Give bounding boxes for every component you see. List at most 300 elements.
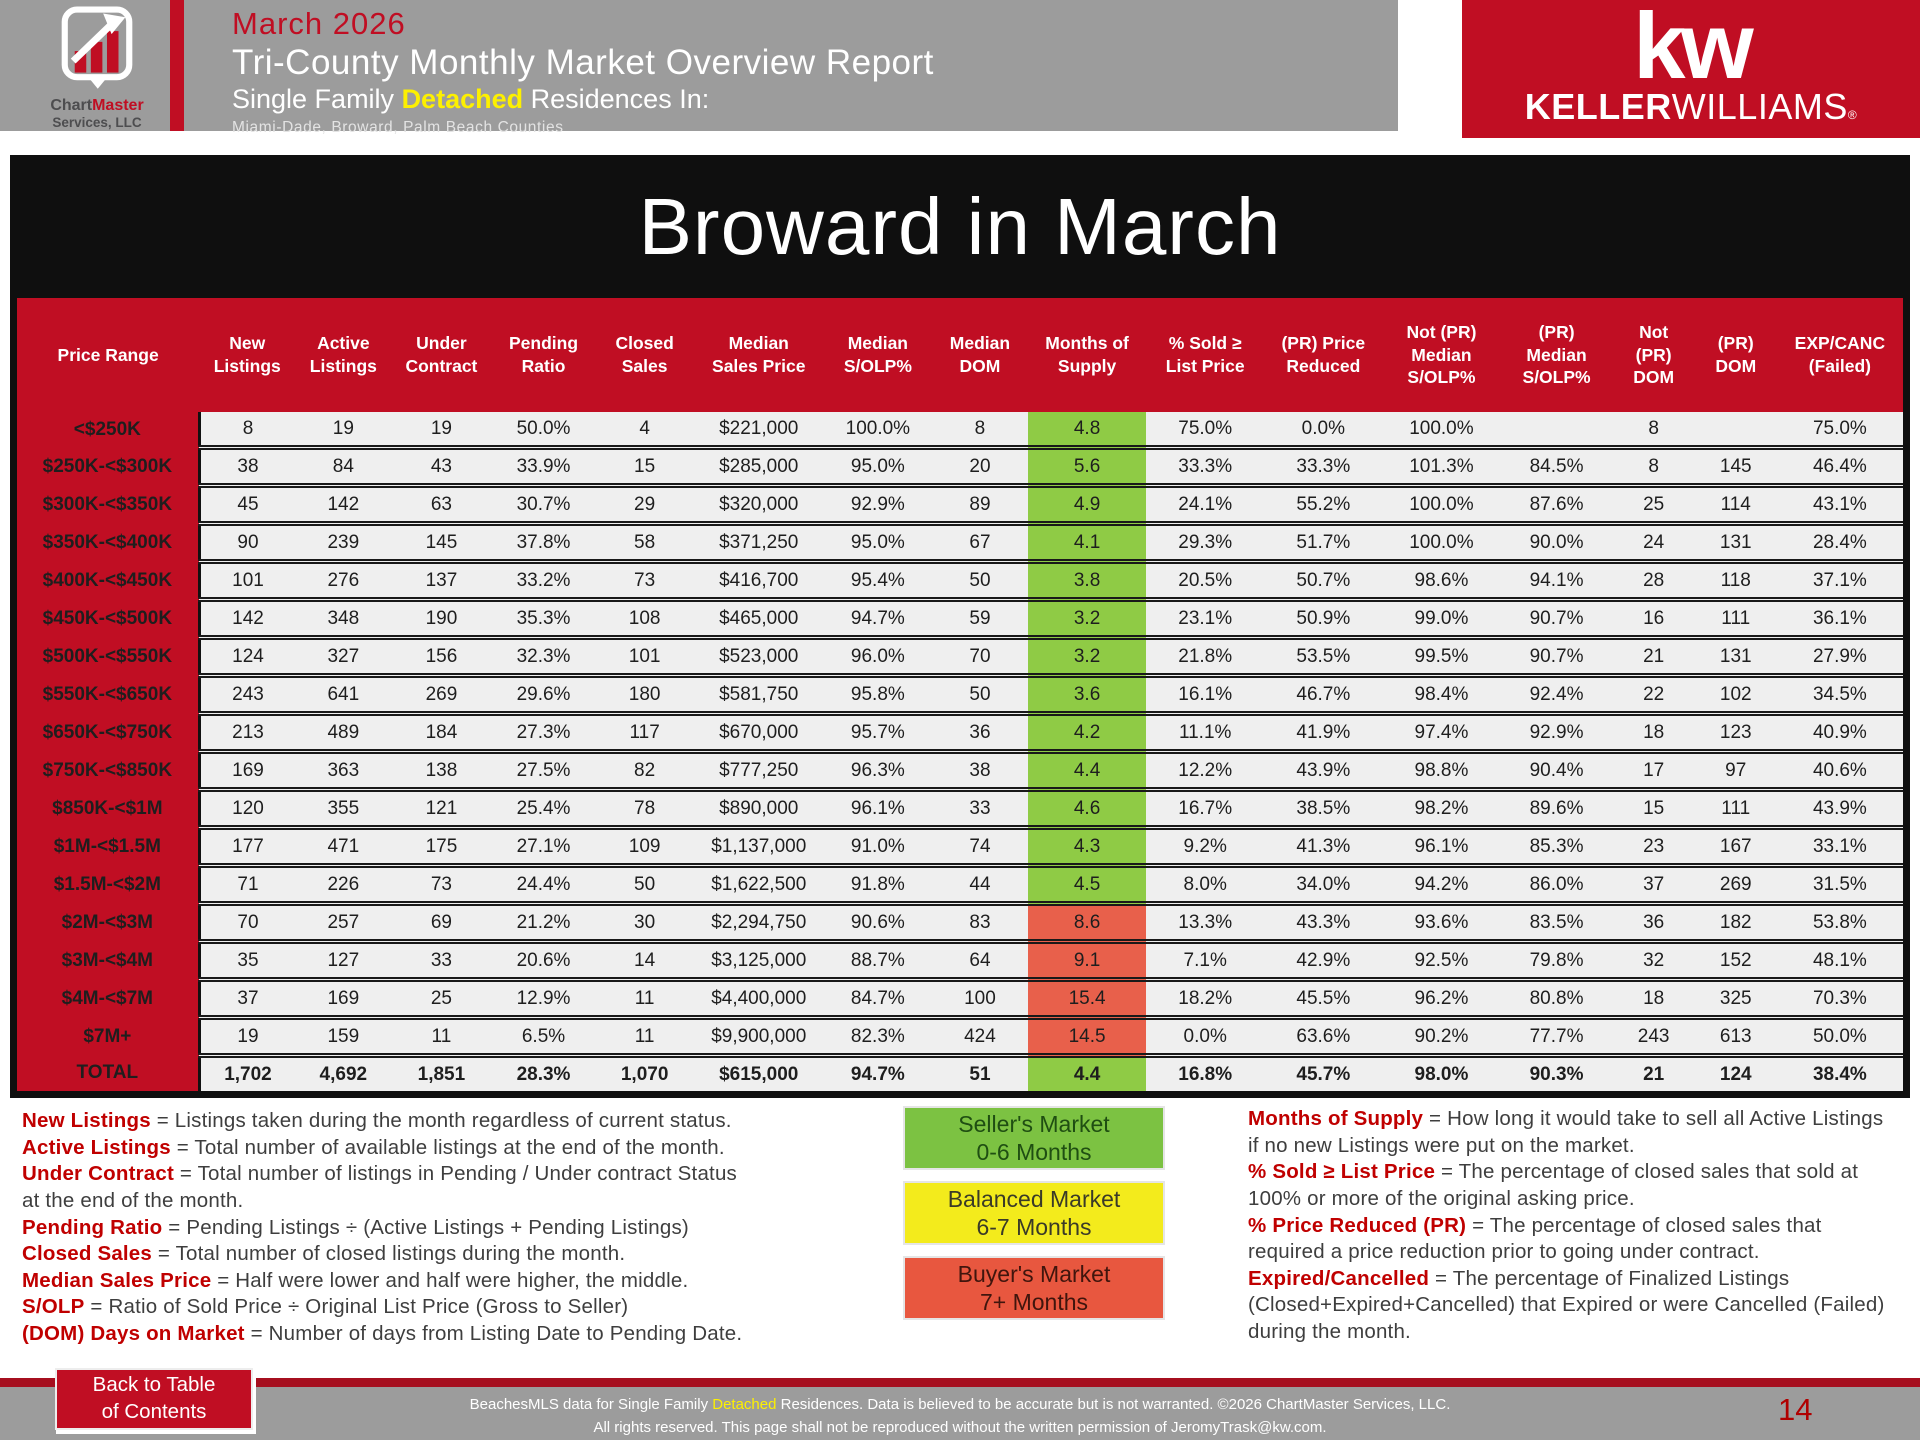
header-cell: (PR) Median S/OLP% bbox=[1501, 298, 1613, 412]
data-cell: 127 bbox=[295, 942, 391, 980]
kw-williams: WILLIAMS bbox=[1671, 86, 1848, 127]
data-cell: 41.3% bbox=[1264, 828, 1382, 866]
months-of-supply-cell: 4.1 bbox=[1028, 524, 1146, 562]
data-cell: 23.1% bbox=[1146, 600, 1264, 638]
data-cell: $615,000 bbox=[694, 1056, 824, 1092]
data-cell: 142 bbox=[295, 486, 391, 524]
data-cell: 182 bbox=[1695, 904, 1777, 942]
data-cell: 167 bbox=[1695, 828, 1777, 866]
table-row-total bbox=[17, 1056, 1903, 1092]
data-cell: 98.0% bbox=[1382, 1056, 1500, 1092]
data-cell: 95.7% bbox=[824, 714, 932, 752]
data-cell: 18 bbox=[1613, 714, 1695, 752]
counties-label: Miami-Dade, Broward, Palm Beach Counties bbox=[232, 119, 564, 136]
data-cell: 36 bbox=[1613, 904, 1695, 942]
months-of-supply-cell: 4.8 bbox=[1028, 412, 1146, 448]
definition-item bbox=[22, 1161, 746, 1214]
data-cell: 95.8% bbox=[824, 676, 932, 714]
header-cell: EXP/CANC (Failed) bbox=[1777, 298, 1903, 412]
definition-text: = Half were lower and half were higher, the middle. bbox=[211, 1268, 689, 1292]
table-row bbox=[17, 828, 1903, 866]
data-cell: 4 bbox=[596, 412, 694, 448]
data-cell: 98.2% bbox=[1382, 790, 1500, 828]
data-cell: $9,900,000 bbox=[694, 1018, 824, 1056]
data-cell: 101.3% bbox=[1382, 448, 1500, 486]
data-cell: 40.6% bbox=[1777, 752, 1903, 790]
price-range-cell: $2M-<$3M bbox=[17, 904, 199, 942]
definition-text: = The percentage of Finalized Listings (Closed+Expired+Cancelled) that Expired or were Cancelled (Failed) during the month. bbox=[1248, 1266, 1885, 1344]
data-cell: 90.6% bbox=[824, 904, 932, 942]
data-cell: 33.1% bbox=[1777, 828, 1903, 866]
data-cell: 118 bbox=[1695, 562, 1777, 600]
data-cell: 0.0% bbox=[1146, 1018, 1264, 1056]
table-row bbox=[17, 714, 1903, 752]
data-cell: 50 bbox=[932, 676, 1028, 714]
data-cell: 63 bbox=[391, 486, 491, 524]
data-cell: 53.5% bbox=[1264, 638, 1382, 676]
price-range-cell: $400K-<$450K bbox=[17, 562, 199, 600]
data-cell: 67 bbox=[932, 524, 1028, 562]
months-of-supply-cell: 3.6 bbox=[1028, 676, 1146, 714]
data-cell: 175 bbox=[391, 828, 491, 866]
months-of-supply-cell: 4.4 bbox=[1028, 752, 1146, 790]
data-cell: 38.4% bbox=[1777, 1056, 1903, 1092]
table-row bbox=[17, 866, 1903, 904]
market-box-range: 6-7 Months bbox=[976, 1214, 1092, 1240]
data-cell: 159 bbox=[295, 1018, 391, 1056]
data-cell: 120 bbox=[199, 790, 295, 828]
data-cell: 36 bbox=[932, 714, 1028, 752]
data-cell: 43.9% bbox=[1777, 790, 1903, 828]
table-row bbox=[17, 448, 1903, 486]
data-cell: 36.1% bbox=[1777, 600, 1903, 638]
kw-monogram: kw bbox=[1633, 0, 1749, 98]
data-cell: 124 bbox=[1695, 1056, 1777, 1092]
table-row bbox=[17, 412, 1903, 448]
data-cell: 15 bbox=[596, 448, 694, 486]
data-cell: 75.0% bbox=[1777, 412, 1903, 448]
data-cell: 24.4% bbox=[491, 866, 595, 904]
footer-line2: All rights reserved. This page shall not be reproduced without the written permission of JeromyTrask@kw.com. bbox=[593, 1418, 1327, 1436]
data-cell: 70 bbox=[932, 638, 1028, 676]
data-cell: $416,700 bbox=[694, 562, 824, 600]
data-cell: 243 bbox=[199, 676, 295, 714]
data-cell: 43.9% bbox=[1264, 752, 1382, 790]
data-cell: 94.7% bbox=[824, 1056, 932, 1092]
data-cell: 33.3% bbox=[1264, 448, 1382, 486]
data-cell: 25.4% bbox=[491, 790, 595, 828]
data-cell: 33.9% bbox=[491, 448, 595, 486]
data-cell: 123 bbox=[1695, 714, 1777, 752]
data-cell: 6.5% bbox=[491, 1018, 595, 1056]
data-cell: 79.8% bbox=[1501, 942, 1613, 980]
data-cell: 37.8% bbox=[491, 524, 595, 562]
data-cell: 94.7% bbox=[824, 600, 932, 638]
definition-item bbox=[1248, 1159, 1896, 1212]
months-of-supply-cell: 4.9 bbox=[1028, 486, 1146, 524]
data-cell: 91.0% bbox=[824, 828, 932, 866]
table-row bbox=[17, 790, 1903, 828]
data-cell: 142 bbox=[199, 600, 295, 638]
price-range-cell: $300K-<$350K bbox=[17, 486, 199, 524]
months-of-supply-cell: 3.8 bbox=[1028, 562, 1146, 600]
header-cell: New Listings bbox=[199, 298, 295, 412]
data-cell: 33.2% bbox=[491, 562, 595, 600]
months-of-supply-cell: 8.6 bbox=[1028, 904, 1146, 942]
months-of-supply-cell: 4.5 bbox=[1028, 866, 1146, 904]
residence-prefix: Single Family bbox=[232, 84, 402, 114]
data-cell: 15 bbox=[1613, 790, 1695, 828]
data-cell: 184 bbox=[391, 714, 491, 752]
data-cell: 30.7% bbox=[491, 486, 595, 524]
residence-suffix: Residences In: bbox=[523, 84, 710, 114]
data-cell: 19 bbox=[391, 412, 491, 448]
definition-term: S/OLP bbox=[22, 1295, 85, 1319]
data-cell: 51 bbox=[932, 1056, 1028, 1092]
data-cell: 18.2% bbox=[1146, 980, 1264, 1018]
data-cell: 21.8% bbox=[1146, 638, 1264, 676]
header-row bbox=[17, 298, 1903, 412]
data-cell: 31.5% bbox=[1777, 866, 1903, 904]
data-cell: 257 bbox=[295, 904, 391, 942]
data-cell: 348 bbox=[295, 600, 391, 638]
data-cell: 92.5% bbox=[1382, 942, 1500, 980]
definition-term: Active Listings bbox=[22, 1135, 171, 1159]
data-cell: 97 bbox=[1695, 752, 1777, 790]
back-to-toc-button[interactable] bbox=[55, 1368, 253, 1430]
header-titles bbox=[232, 6, 934, 137]
chartmaster-brand-subtitle: Services, LLC bbox=[52, 114, 142, 130]
definition-item bbox=[22, 1215, 746, 1242]
months-of-supply-cell: 15.4 bbox=[1028, 980, 1146, 1018]
data-cell: 239 bbox=[295, 524, 391, 562]
price-range-cell: $750K-<$850K bbox=[17, 752, 199, 790]
definition-text: = Ratio of Sold Price ÷ Original List Price (Gross to Seller) bbox=[84, 1295, 629, 1319]
definition-item bbox=[22, 1294, 746, 1321]
data-cell: 84.5% bbox=[1501, 448, 1613, 486]
data-cell: 38.5% bbox=[1264, 790, 1382, 828]
data-cell: 25 bbox=[1613, 486, 1695, 524]
data-cell: 145 bbox=[1695, 448, 1777, 486]
data-cell: 43.3% bbox=[1264, 904, 1382, 942]
data-cell: $1,622,500 bbox=[694, 866, 824, 904]
price-range-cell: $350K-<$400K bbox=[17, 524, 199, 562]
price-range-cell: $3M-<$4M bbox=[17, 942, 199, 980]
data-cell: 92.9% bbox=[1501, 714, 1613, 752]
data-cell: 138 bbox=[391, 752, 491, 790]
data-cell: $2,294,750 bbox=[694, 904, 824, 942]
page-number: 14 bbox=[1778, 1392, 1813, 1427]
legend-section bbox=[0, 1104, 1920, 1378]
chartmaster-brand-name bbox=[34, 97, 160, 115]
data-cell: $3,125,000 bbox=[694, 942, 824, 980]
table-row bbox=[17, 562, 1903, 600]
header-cell: Months of Supply bbox=[1028, 298, 1146, 412]
data-cell: 50.0% bbox=[1777, 1018, 1903, 1056]
chartmaster-logo bbox=[34, 5, 160, 131]
data-cell: 471 bbox=[295, 828, 391, 866]
data-cell: $670,000 bbox=[694, 714, 824, 752]
data-cell: 355 bbox=[295, 790, 391, 828]
data-cell: 63.6% bbox=[1264, 1018, 1382, 1056]
price-range-cell: TOTAL bbox=[17, 1056, 199, 1092]
market-box-label: Balanced Market bbox=[947, 1185, 1121, 1212]
market-box-label: Seller's Market bbox=[958, 1110, 1110, 1137]
footer-detached-highlight: Detached bbox=[712, 1396, 777, 1413]
data-cell bbox=[1501, 412, 1613, 448]
data-cell: 86.0% bbox=[1501, 866, 1613, 904]
definition-item bbox=[22, 1108, 746, 1135]
definition-item bbox=[22, 1268, 746, 1295]
definition-term: Median Sales Price bbox=[22, 1268, 212, 1292]
data-cell: 29 bbox=[596, 486, 694, 524]
data-cell: 100.0% bbox=[1382, 524, 1500, 562]
data-cell: 27.1% bbox=[491, 828, 595, 866]
price-range-cell: $4M-<$7M bbox=[17, 980, 199, 1018]
months-of-supply-cell: 4.4 bbox=[1028, 1056, 1146, 1092]
data-cell: 1,702 bbox=[199, 1056, 295, 1092]
data-cell: 327 bbox=[295, 638, 391, 676]
definition-term: % Price Reduced (PR) bbox=[1248, 1213, 1467, 1237]
report-month: March 2026 bbox=[232, 6, 406, 41]
data-cell: 17 bbox=[1613, 752, 1695, 790]
kw-logo-block bbox=[1462, 0, 1920, 138]
data-cell: 8.0% bbox=[1146, 866, 1264, 904]
definition-term: Pending Ratio bbox=[22, 1215, 163, 1239]
data-cell: 8 bbox=[199, 412, 295, 448]
table-row bbox=[17, 1018, 1903, 1056]
data-cell: 20 bbox=[932, 448, 1028, 486]
data-cell: 70 bbox=[199, 904, 295, 942]
data-cell: 13.3% bbox=[1146, 904, 1264, 942]
data-cell: 77.7% bbox=[1501, 1018, 1613, 1056]
data-cell: 4,692 bbox=[295, 1056, 391, 1092]
data-cell: 363 bbox=[295, 752, 391, 790]
data-cell: $285,000 bbox=[694, 448, 824, 486]
data-cell: 90.7% bbox=[1501, 600, 1613, 638]
header-cell: Median Sales Price bbox=[694, 298, 824, 412]
footer-band bbox=[0, 1387, 1920, 1440]
data-cell: 16.8% bbox=[1146, 1056, 1264, 1092]
data-cell: 55.2% bbox=[1264, 486, 1382, 524]
definition-term: New Listings bbox=[22, 1109, 151, 1132]
months-of-supply-cell: 14.5 bbox=[1028, 1018, 1146, 1056]
definition-term: % Sold ≥ List Price bbox=[1248, 1160, 1436, 1184]
detached-highlight: Detached bbox=[401, 84, 524, 114]
data-cell: 82 bbox=[596, 752, 694, 790]
header-cell: (PR) Price Reduced bbox=[1264, 298, 1382, 412]
kw-wordmark bbox=[1462, 86, 1920, 132]
header-cell: Price Range bbox=[17, 298, 199, 412]
registered-mark: ® bbox=[1847, 108, 1858, 122]
data-cell: 98.6% bbox=[1382, 562, 1500, 600]
data-cell: 101 bbox=[199, 562, 295, 600]
data-cell: 16.1% bbox=[1146, 676, 1264, 714]
data-cell: 50.7% bbox=[1264, 562, 1382, 600]
header-cell: (PR) DOM bbox=[1695, 298, 1777, 412]
back-button-line1: Back to Table bbox=[92, 1373, 216, 1397]
data-cell: 28 bbox=[1613, 562, 1695, 600]
price-range-cell: $450K-<$500K bbox=[17, 600, 199, 638]
data-cell: 109 bbox=[596, 828, 694, 866]
table-row bbox=[17, 676, 1903, 714]
data-cell: 58 bbox=[596, 524, 694, 562]
data-cell: 16.7% bbox=[1146, 790, 1264, 828]
data-cell: 131 bbox=[1695, 524, 1777, 562]
definitions-right bbox=[1248, 1106, 1896, 1346]
market-box-label: Buyer's Market bbox=[957, 1260, 1111, 1287]
data-cell: 99.5% bbox=[1382, 638, 1500, 676]
definition-text: = Pending Listings ÷ (Active Listings + Pending Listings) bbox=[162, 1215, 689, 1239]
data-cell: 30 bbox=[596, 904, 694, 942]
data-cell: 14 bbox=[596, 942, 694, 980]
data-cell: 12.2% bbox=[1146, 752, 1264, 790]
table-title: Broward in March bbox=[638, 181, 1282, 271]
data-cell: 424 bbox=[932, 1018, 1028, 1056]
definition-text: = How long it would take to sell all Active Listings if no new Listings were put on the market. bbox=[1248, 1107, 1884, 1157]
data-cell: 42.9% bbox=[1264, 942, 1382, 980]
data-cell: 25 bbox=[391, 980, 491, 1018]
data-cell: 243 bbox=[1613, 1018, 1695, 1056]
data-cell: 190 bbox=[391, 600, 491, 638]
data-cell: 28.3% bbox=[491, 1056, 595, 1092]
data-cell: 16 bbox=[1613, 600, 1695, 638]
data-cell: 43.1% bbox=[1777, 486, 1903, 524]
data-cell: 87.6% bbox=[1501, 486, 1613, 524]
data-cell: 38 bbox=[199, 448, 295, 486]
months-of-supply-cell: 4.3 bbox=[1028, 828, 1146, 866]
data-cell: 18 bbox=[1613, 980, 1695, 1018]
market-table bbox=[17, 298, 1903, 1091]
data-cell: 111 bbox=[1695, 600, 1777, 638]
data-cell: 20.6% bbox=[491, 942, 595, 980]
data-cell: 70.3% bbox=[1777, 980, 1903, 1018]
data-cell: 325 bbox=[1695, 980, 1777, 1018]
data-cell: 85.3% bbox=[1501, 828, 1613, 866]
data-cell: 9.2% bbox=[1146, 828, 1264, 866]
data-cell: $320,000 bbox=[694, 486, 824, 524]
data-cell: 40.9% bbox=[1777, 714, 1903, 752]
data-cell: 98.8% bbox=[1382, 752, 1500, 790]
data-cell: 100.0% bbox=[1382, 486, 1500, 524]
price-range-cell: $650K-<$750K bbox=[17, 714, 199, 752]
months-of-supply-cell: 4.6 bbox=[1028, 790, 1146, 828]
table-row bbox=[17, 638, 1903, 676]
data-cell: 37 bbox=[199, 980, 295, 1018]
definition-term: Closed Sales bbox=[22, 1242, 153, 1266]
data-cell: 269 bbox=[391, 676, 491, 714]
table-row bbox=[17, 600, 1903, 638]
data-cell: 27.5% bbox=[491, 752, 595, 790]
data-cell: 99.0% bbox=[1382, 600, 1500, 638]
table-row bbox=[17, 980, 1903, 1018]
data-cell: 156 bbox=[391, 638, 491, 676]
data-cell: 100.0% bbox=[824, 412, 932, 448]
data-cell: 64 bbox=[932, 942, 1028, 980]
data-cell: 19 bbox=[199, 1018, 295, 1056]
table-row bbox=[17, 904, 1903, 942]
header-cell: Under Contract bbox=[391, 298, 491, 412]
price-range-cell: $850K-<$1M bbox=[17, 790, 199, 828]
data-cell: 169 bbox=[295, 980, 391, 1018]
table-row bbox=[17, 752, 1903, 790]
data-cell: 23 bbox=[1613, 828, 1695, 866]
header-cell: Active Listings bbox=[295, 298, 391, 412]
data-cell: 95.0% bbox=[824, 448, 932, 486]
header-band bbox=[0, 0, 1398, 136]
data-cell: 92.9% bbox=[824, 486, 932, 524]
data-cell: 90.2% bbox=[1382, 1018, 1500, 1056]
data-cell: 11 bbox=[391, 1018, 491, 1056]
definition-item bbox=[1248, 1213, 1896, 1266]
footer-rule bbox=[0, 1378, 1920, 1387]
months-of-supply-cell: 3.2 bbox=[1028, 638, 1146, 676]
definition-term: (DOM) Days on Market bbox=[22, 1322, 245, 1346]
data-cell: 59 bbox=[932, 600, 1028, 638]
definition-item bbox=[22, 1241, 746, 1268]
data-cell: 1,070 bbox=[596, 1056, 694, 1092]
chart-growth-icon bbox=[58, 5, 136, 91]
data-cell: 21.2% bbox=[491, 904, 595, 942]
data-cell: 73 bbox=[596, 562, 694, 600]
data-cell: 90.0% bbox=[1501, 524, 1613, 562]
data-cell: 50.0% bbox=[491, 412, 595, 448]
data-cell: $890,000 bbox=[694, 790, 824, 828]
data-cell: 12.9% bbox=[491, 980, 595, 1018]
data-cell: 91.8% bbox=[824, 866, 932, 904]
definition-text: = The percentage of closed sales that required a price reduction prior to going under contract. bbox=[1248, 1213, 1822, 1264]
data-cell: 27.9% bbox=[1777, 638, 1903, 676]
data-cell: 45.7% bbox=[1264, 1056, 1382, 1092]
data-cell: 27.3% bbox=[491, 714, 595, 752]
data-cell: 41.9% bbox=[1264, 714, 1382, 752]
data-cell: 45 bbox=[199, 486, 295, 524]
data-cell: 100.0% bbox=[1382, 412, 1500, 448]
data-cell: 24.1% bbox=[1146, 486, 1264, 524]
data-cell: $523,000 bbox=[694, 638, 824, 676]
data-cell: 29.3% bbox=[1146, 524, 1264, 562]
data-cell: 94.2% bbox=[1382, 866, 1500, 904]
brand-name-chart: Chart bbox=[50, 97, 93, 114]
data-cell: 226 bbox=[295, 866, 391, 904]
data-cell: 90.3% bbox=[1501, 1056, 1613, 1092]
data-cell: 11 bbox=[596, 1018, 694, 1056]
definition-term: Months of Supply bbox=[1248, 1107, 1424, 1130]
data-cell: 80.8% bbox=[1501, 980, 1613, 1018]
market-legend-boxes bbox=[903, 1106, 1165, 1331]
data-cell: 44 bbox=[932, 866, 1028, 904]
kw-keller: KELLER bbox=[1524, 86, 1672, 127]
market-box-range: 7+ Months bbox=[979, 1289, 1089, 1315]
data-cell: $581,750 bbox=[694, 676, 824, 714]
data-cell: 74 bbox=[932, 828, 1028, 866]
price-range-cell: $7M+ bbox=[17, 1018, 199, 1056]
data-cell: 83 bbox=[932, 904, 1028, 942]
data-cell: 33.3% bbox=[1146, 448, 1264, 486]
data-cell: 213 bbox=[199, 714, 295, 752]
data-cell: 34.5% bbox=[1777, 676, 1903, 714]
data-cell: 124 bbox=[199, 638, 295, 676]
data-cell: 21 bbox=[1613, 1056, 1695, 1092]
months-of-supply-cell: 9.1 bbox=[1028, 942, 1146, 980]
data-cell: 50 bbox=[932, 562, 1028, 600]
data-cell: 117 bbox=[596, 714, 694, 752]
data-cell: 641 bbox=[295, 676, 391, 714]
data-cell: $777,250 bbox=[694, 752, 824, 790]
brand-name-master: Master bbox=[92, 97, 144, 114]
market-box-range: 0-6 Months bbox=[976, 1139, 1092, 1165]
data-cell: 24 bbox=[1613, 524, 1695, 562]
